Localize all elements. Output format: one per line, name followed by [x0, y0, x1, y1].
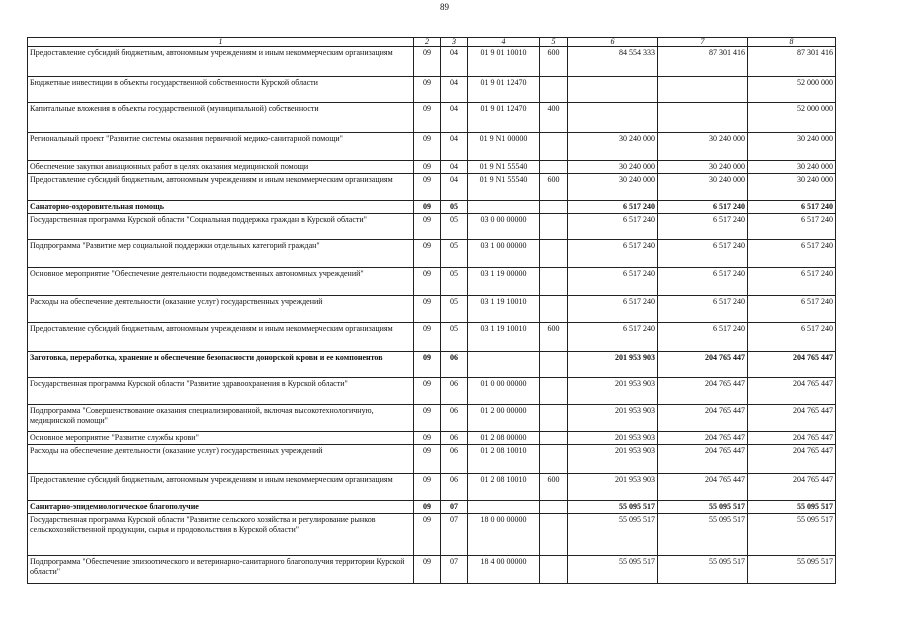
- amount-col7-cell: 30 240 000: [658, 161, 748, 174]
- target-item-code-cell: [468, 201, 540, 214]
- expense-name-cell: Предоставление субсидий бюджетным, автономным учреждениям и иным некоммерческим организациям: [28, 174, 414, 201]
- amount-col8-cell: 55 095 517: [748, 556, 836, 584]
- column-number-7: 7: [658, 38, 748, 47]
- target-item-code-cell: 03 1 19 00000: [468, 268, 540, 296]
- amount-col7-cell: [658, 77, 748, 103]
- amount-col6-cell: 55 095 517: [568, 514, 658, 556]
- subsection-code-cell: 05: [441, 296, 468, 323]
- page-number: 89: [440, 2, 449, 12]
- target-item-code-cell: [468, 352, 540, 378]
- subsection-code-cell: 04: [441, 174, 468, 201]
- amount-col8-cell: 6 517 240: [748, 214, 836, 240]
- table-row: [28, 296, 836, 323]
- expense-name-cell: Государственная программа Курской области "Развитие сельского хозяйства и регулирование рынков сельскохозяйственной продукции, сырья и продовольствия в Курской области": [28, 514, 414, 556]
- amount-col8-cell: 6 517 240: [748, 240, 836, 268]
- subsection-code-cell: 07: [441, 556, 468, 584]
- column-number-8: 8: [748, 38, 836, 47]
- amount-col8-cell: 204 765 447: [748, 432, 836, 445]
- column-number-row: [28, 38, 836, 47]
- expense-name-cell: Подпрограмма "Обеспечение эпизоотического и ветеринарно-санитарного благополучия территории Курской области": [28, 556, 414, 584]
- subsection-code-cell: 06: [441, 352, 468, 378]
- amount-col6-cell: 6 517 240: [568, 214, 658, 240]
- amount-col6-cell: 55 095 517: [568, 501, 658, 514]
- amount-col6-cell: 201 953 903: [568, 432, 658, 445]
- expense-type-code-cell: [540, 514, 568, 556]
- expense-name-cell: Расходы на обеспечение деятельности (оказание услуг) государственных учреждений: [28, 296, 414, 323]
- amount-col8-cell: 6 517 240: [748, 323, 836, 352]
- amount-col6-cell: 6 517 240: [568, 240, 658, 268]
- amount-col6-cell: 201 953 903: [568, 405, 658, 432]
- amount-col8-cell: 30 240 000: [748, 133, 836, 161]
- section-code-cell: 09: [414, 556, 441, 584]
- amount-col8-cell: 204 765 447: [748, 405, 836, 432]
- subsection-code-cell: 05: [441, 268, 468, 296]
- section-code-cell: 09: [414, 432, 441, 445]
- target-item-code-cell: 01 0 00 00000: [468, 378, 540, 405]
- section-code-cell: 09: [414, 445, 441, 474]
- column-number-4: 4: [468, 38, 540, 47]
- subsection-code-cell: 05: [441, 323, 468, 352]
- amount-col7-cell: 6 517 240: [658, 268, 748, 296]
- amount-col8-cell: 52 000 000: [748, 103, 836, 133]
- expense-name-cell: Санаторно-оздоровительная помощь: [28, 201, 414, 214]
- expense-type-code-cell: [540, 268, 568, 296]
- column-number-6: 6: [568, 38, 658, 47]
- subsection-code-cell: 05: [441, 201, 468, 214]
- expense-name-cell: Государственная программа Курской области "Развитие здравоохранения в Курской области": [28, 378, 414, 405]
- subsection-code-cell: 06: [441, 445, 468, 474]
- expense-name-cell: Основное мероприятие "Обеспечение деятельности подведомственных автономных учреждений": [28, 268, 414, 296]
- target-item-code-cell: [468, 501, 540, 514]
- target-item-code-cell: 01 9 N1 55540: [468, 161, 540, 174]
- target-item-code-cell: 01 9 01 10010: [468, 47, 540, 77]
- table-row: [28, 214, 836, 240]
- subsection-code-cell: 04: [441, 103, 468, 133]
- column-number-3: 3: [441, 38, 468, 47]
- section-code-cell: 09: [414, 77, 441, 103]
- table-row: [28, 432, 836, 445]
- table-row: [28, 161, 836, 174]
- subsection-code-cell: 04: [441, 47, 468, 77]
- expense-type-code-cell: [540, 214, 568, 240]
- amount-col8-cell: 6 517 240: [748, 296, 836, 323]
- target-item-code-cell: 01 2 08 00000: [468, 432, 540, 445]
- expense-type-code-cell: [540, 201, 568, 214]
- amount-col6-cell: 30 240 000: [568, 174, 658, 201]
- amount-col7-cell: 87 301 416: [658, 47, 748, 77]
- target-item-code-cell: 01 9 N1 00000: [468, 133, 540, 161]
- expense-name-cell: Предоставление субсидий бюджетным, автономным учреждениям и иным некоммерческим организациям: [28, 47, 414, 77]
- section-code-cell: 09: [414, 474, 441, 501]
- amount-col6-cell: 30 240 000: [568, 133, 658, 161]
- expense-type-code-cell: [540, 432, 568, 445]
- expense-type-code-cell: [540, 240, 568, 268]
- subsection-code-cell: 05: [441, 240, 468, 268]
- section-code-cell: 09: [414, 214, 441, 240]
- table-row: [28, 501, 836, 514]
- amount-col6-cell: 55 095 517: [568, 556, 658, 584]
- table-row: [28, 445, 836, 474]
- expense-type-code-cell: 600: [540, 174, 568, 201]
- table-row: [28, 474, 836, 501]
- table-row: [28, 47, 836, 77]
- amount-col7-cell: 6 517 240: [658, 240, 748, 268]
- subsection-code-cell: 04: [441, 161, 468, 174]
- target-item-code-cell: 01 9 01 12470: [468, 77, 540, 103]
- target-item-code-cell: 18 0 00 00000: [468, 514, 540, 556]
- amount-col6-cell: 6 517 240: [568, 201, 658, 214]
- target-item-code-cell: 01 9 N1 55540: [468, 174, 540, 201]
- amount-col7-cell: 204 765 447: [658, 432, 748, 445]
- amount-col7-cell: 204 765 447: [658, 474, 748, 501]
- table-body: [28, 47, 836, 584]
- expense-type-code-cell: [540, 161, 568, 174]
- target-item-code-cell: 03 1 19 10010: [468, 296, 540, 323]
- section-code-cell: 09: [414, 501, 441, 514]
- amount-col6-cell: 84 554 333: [568, 47, 658, 77]
- target-item-code-cell: 03 0 00 00000: [468, 214, 540, 240]
- amount-col7-cell: 204 765 447: [658, 405, 748, 432]
- column-number-1: 1: [28, 38, 414, 47]
- expense-name-cell: Расходы на обеспечение деятельности (оказание услуг) государственных учреждений: [28, 445, 414, 474]
- subsection-code-cell: 06: [441, 378, 468, 405]
- amount-col6-cell: 30 240 000: [568, 161, 658, 174]
- amount-col8-cell: 30 240 000: [748, 174, 836, 201]
- expense-type-code-cell: [540, 405, 568, 432]
- expense-type-code-cell: [540, 352, 568, 378]
- section-code-cell: 09: [414, 174, 441, 201]
- column-number-2: 2: [414, 38, 441, 47]
- subsection-code-cell: 07: [441, 501, 468, 514]
- table-row: [28, 103, 836, 133]
- table-row: [28, 405, 836, 432]
- amount-col6-cell: 6 517 240: [568, 268, 658, 296]
- section-code-cell: 09: [414, 133, 441, 161]
- amount-col7-cell: 6 517 240: [658, 214, 748, 240]
- section-code-cell: 09: [414, 352, 441, 378]
- amount-col6-cell: [568, 77, 658, 103]
- table-row: [28, 556, 836, 584]
- expense-name-cell: Подпрограмма "Развитие мер социальной поддержки отдельных категорий граждан": [28, 240, 414, 268]
- target-item-code-cell: 01 2 08 10010: [468, 474, 540, 501]
- subsection-code-cell: 07: [441, 514, 468, 556]
- expense-name-cell: Региональный проект "Развитие системы оказания первичной медико-санитарной помощи": [28, 133, 414, 161]
- subsection-code-cell: 06: [441, 405, 468, 432]
- section-code-cell: 09: [414, 201, 441, 214]
- subsection-code-cell: 06: [441, 432, 468, 445]
- amount-col8-cell: 30 240 000: [748, 161, 836, 174]
- expense-type-code-cell: [540, 77, 568, 103]
- expense-name-cell: Государственная программа Курской области "Социальная поддержка граждан в Курской области": [28, 214, 414, 240]
- section-code-cell: 09: [414, 514, 441, 556]
- section-code-cell: 09: [414, 378, 441, 405]
- amount-col8-cell: 204 765 447: [748, 352, 836, 378]
- target-item-code-cell: 01 9 01 12470: [468, 103, 540, 133]
- expense-type-code-cell: 600: [540, 474, 568, 501]
- section-code-cell: 09: [414, 296, 441, 323]
- expense-type-code-cell: [540, 296, 568, 323]
- amount-col8-cell: 204 765 447: [748, 474, 836, 501]
- table-row: [28, 240, 836, 268]
- expense-name-cell: Обеспечение закупки авиационных работ в целях оказания медицинской помощи: [28, 161, 414, 174]
- amount-col7-cell: 204 765 447: [658, 352, 748, 378]
- amount-col8-cell: 6 517 240: [748, 268, 836, 296]
- amount-col6-cell: 6 517 240: [568, 323, 658, 352]
- expense-name-cell: Капитальные вложения в объекты государственной (муниципальной) собственности: [28, 103, 414, 133]
- expense-name-cell: Санитарно-эпидемиологическое благополучие: [28, 501, 414, 514]
- expense-type-code-cell: [540, 378, 568, 405]
- amount-col7-cell: 204 765 447: [658, 378, 748, 405]
- section-code-cell: 09: [414, 161, 441, 174]
- expense-name-cell: Основное мероприятие "Развитие службы крови": [28, 432, 414, 445]
- table-row: [28, 323, 836, 352]
- target-item-code-cell: 18 4 00 00000: [468, 556, 540, 584]
- expense-type-code-cell: [540, 445, 568, 474]
- amount-col8-cell: 55 095 517: [748, 501, 836, 514]
- expense-name-cell: Предоставление субсидий бюджетным, автономным учреждениям и иным некоммерческим организациям: [28, 323, 414, 352]
- amount-col7-cell: 30 240 000: [658, 133, 748, 161]
- amount-col8-cell: 87 301 416: [748, 47, 836, 77]
- amount-col8-cell: 52 000 000: [748, 77, 836, 103]
- expense-type-code-cell: 600: [540, 47, 568, 77]
- table-row: [28, 514, 836, 556]
- target-item-code-cell: 01 2 00 00000: [468, 405, 540, 432]
- expense-type-code-cell: [540, 133, 568, 161]
- amount-col7-cell: 55 095 517: [658, 556, 748, 584]
- amount-col8-cell: 6 517 240: [748, 201, 836, 214]
- column-number-5: 5: [540, 38, 568, 47]
- expense-name-cell: Подпрограмма "Совершенствование оказания специализированной, включая высокотехнологичную, медицинской помощи": [28, 405, 414, 432]
- expense-type-code-cell: [540, 556, 568, 584]
- expense-name-cell: Бюджетные инвестиции в объекты государственной собственности Курской области: [28, 77, 414, 103]
- expense-type-code-cell: 600: [540, 323, 568, 352]
- section-code-cell: 09: [414, 103, 441, 133]
- table-row: [28, 201, 836, 214]
- budget-table: [27, 37, 836, 584]
- amount-col8-cell: 204 765 447: [748, 445, 836, 474]
- amount-col6-cell: 6 517 240: [568, 296, 658, 323]
- expense-type-code-cell: [540, 501, 568, 514]
- amount-col7-cell: 55 095 517: [658, 514, 748, 556]
- table-row: [28, 77, 836, 103]
- target-item-code-cell: 03 1 00 00000: [468, 240, 540, 268]
- section-code-cell: 09: [414, 268, 441, 296]
- expense-name-cell: Предоставление субсидий бюджетным, автономным учреждениям и иным некоммерческим организациям: [28, 474, 414, 501]
- amount-col6-cell: [568, 103, 658, 133]
- expense-type-code-cell: 400: [540, 103, 568, 133]
- table-row: [28, 378, 836, 405]
- amount-col8-cell: 204 765 447: [748, 378, 836, 405]
- amount-col8-cell: 55 095 517: [748, 514, 836, 556]
- section-code-cell: 09: [414, 323, 441, 352]
- target-item-code-cell: 01 2 08 10010: [468, 445, 540, 474]
- subsection-code-cell: 05: [441, 214, 468, 240]
- subsection-code-cell: 06: [441, 474, 468, 501]
- target-item-code-cell: 03 1 19 10010: [468, 323, 540, 352]
- amount-col7-cell: 55 095 517: [658, 501, 748, 514]
- amount-col7-cell: 6 517 240: [658, 296, 748, 323]
- amount-col6-cell: 201 953 903: [568, 352, 658, 378]
- amount-col6-cell: 201 953 903: [568, 474, 658, 501]
- section-code-cell: 09: [414, 405, 441, 432]
- amount-col7-cell: 6 517 240: [658, 323, 748, 352]
- section-code-cell: 09: [414, 47, 441, 77]
- amount-col7-cell: [658, 103, 748, 133]
- amount-col6-cell: 201 953 903: [568, 445, 658, 474]
- section-code-cell: 09: [414, 240, 441, 268]
- table-row: [28, 174, 836, 201]
- table-row: [28, 352, 836, 378]
- subsection-code-cell: 04: [441, 77, 468, 103]
- table-row: [28, 133, 836, 161]
- amount-col7-cell: 30 240 000: [658, 174, 748, 201]
- amount-col6-cell: 201 953 903: [568, 378, 658, 405]
- amount-col7-cell: 6 517 240: [658, 201, 748, 214]
- amount-col7-cell: 204 765 447: [658, 445, 748, 474]
- table-row: [28, 268, 836, 296]
- expense-name-cell: Заготовка, переработка, хранение и обеспечение безопасности донорской крови и ее компонентов: [28, 352, 414, 378]
- subsection-code-cell: 04: [441, 133, 468, 161]
